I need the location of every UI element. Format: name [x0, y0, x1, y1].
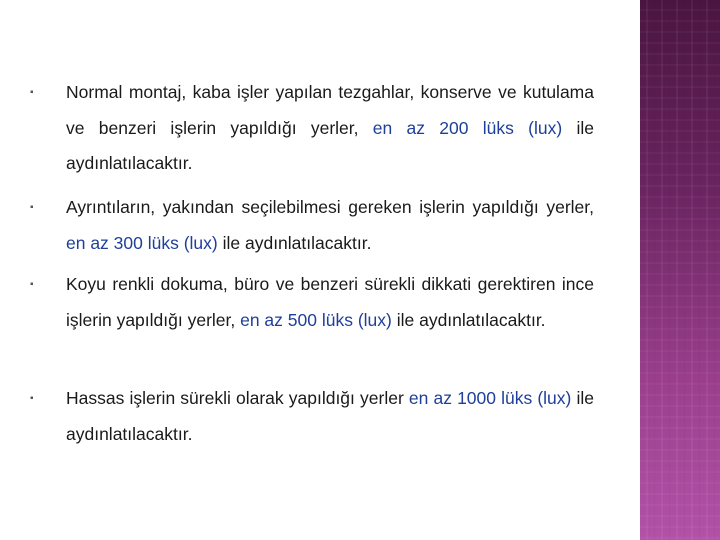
- bullet-text: Ayrıntıların, yakından seçilebilmesi gereken işlerin yapıldığı yerler,: [66, 197, 594, 217]
- illuminance-requirement: en az 300 lüks (lux): [66, 232, 218, 253]
- bullet-text-end: ile aydınlatılacaktır.: [66, 388, 594, 444]
- bullet-marker-icon: ▪: [30, 393, 34, 404]
- bullet-text-end: ile aydınlatılacaktır.: [391, 309, 546, 330]
- decorative-side-panel: [640, 0, 720, 540]
- bullet-item: [30, 267, 594, 338]
- bullet-text: Koyu renkli dokuma, büro ve benzeri sürekli dikkati gerektiren ince işlerin yapıldığı yerler,: [66, 274, 594, 330]
- bullet-text-end: ile aydınlatılacaktır.: [66, 117, 594, 173]
- bullet-marker-icon: ▪: [30, 202, 34, 213]
- bullet-item: [30, 190, 594, 261]
- bullet-text: Hassas işlerin sürekli olarak yapıldığı yerler: [66, 388, 409, 408]
- bullet-marker-icon: ▪: [30, 279, 34, 290]
- bullet-item: [30, 75, 594, 182]
- illuminance-requirement: en az 500 lüks (lux): [240, 309, 392, 330]
- bullet-marker-icon: ▪: [30, 87, 34, 98]
- bullet-text: Normal montaj, kaba işler yapılan tezgahlar, konserve ve kutulama ve benzeri işlerin yapıldığı yerler,: [66, 82, 594, 138]
- bullet-item: [30, 381, 594, 452]
- bullet-text-end: ile aydınlatılacaktır.: [217, 232, 372, 253]
- illuminance-requirement: en az 200 lüks (lux): [372, 117, 563, 138]
- illuminance-requirement: en az 1000 lüks (lux): [408, 388, 572, 408]
